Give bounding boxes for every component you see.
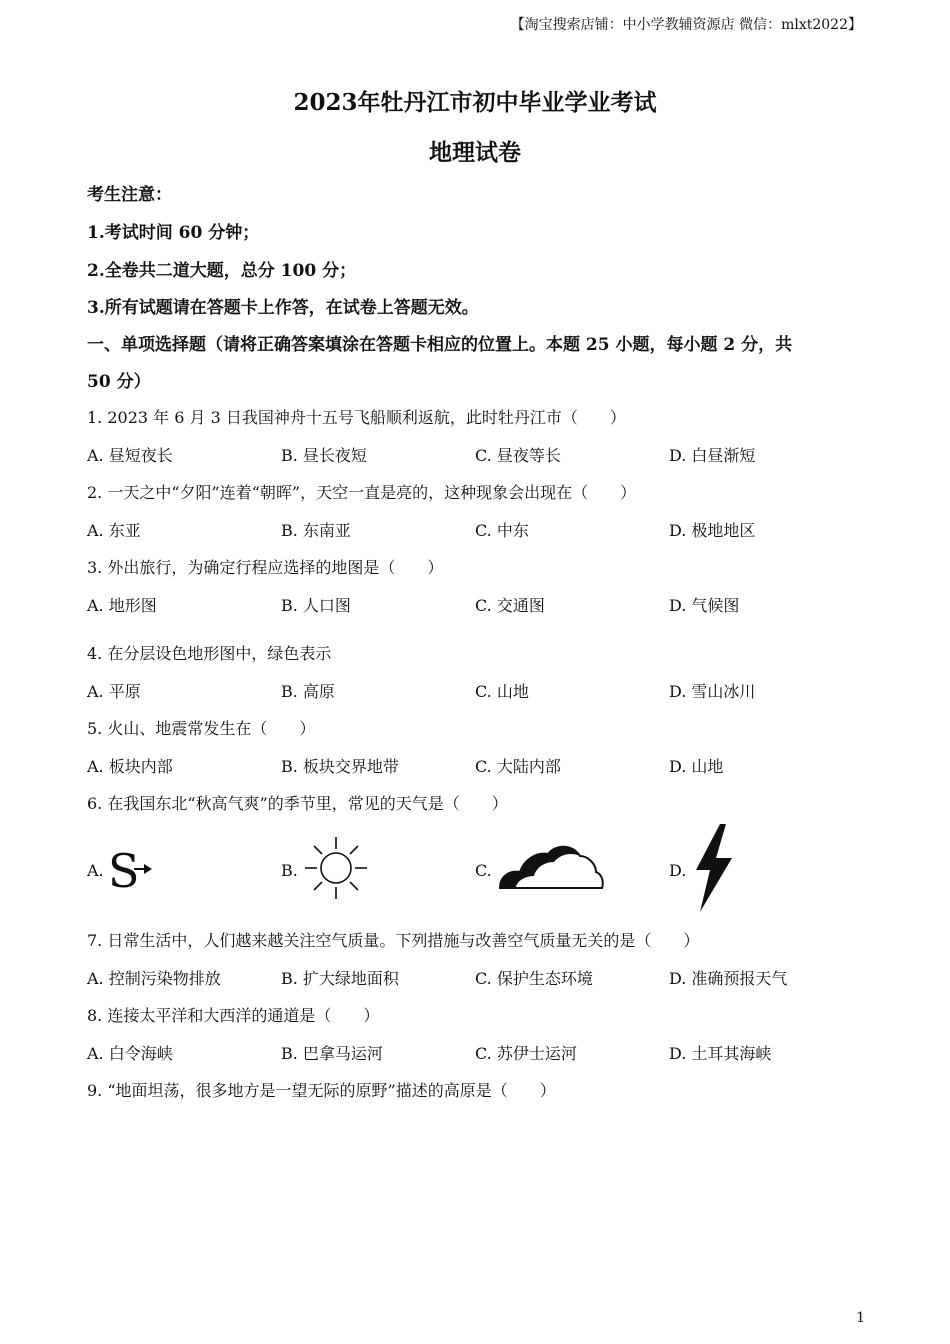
option-b: B. 巴拿马运河 bbox=[281, 1044, 383, 1063]
option-b: B. 东南亚 bbox=[281, 521, 351, 540]
option-d: D. 白昼渐短 bbox=[669, 446, 756, 465]
notice-item: 1.考试时间 60 分钟； bbox=[87, 223, 260, 243]
option-c: C. 交通图 bbox=[475, 596, 545, 615]
option-c: C. 昼夜等长 bbox=[475, 446, 561, 465]
option-d: D. 准确预报天气 bbox=[669, 969, 788, 988]
cloudy-icon bbox=[496, 840, 608, 898]
option-d: D. 山地 bbox=[669, 757, 724, 776]
question-stem: 3. 外出旅行，为确定行程应选择的地图是（ ） bbox=[87, 558, 444, 577]
option-a: A. 白令海峡 bbox=[87, 1044, 173, 1063]
thunderstorm-icon bbox=[692, 822, 736, 918]
option-a: A. 板块内部 bbox=[87, 757, 173, 776]
notice-item: 2.全卷共二道大题，总分 100 分； bbox=[87, 261, 357, 281]
question-stem: 9. “地面坦荡，很多地方是一望无际的原野”描述的高原是（ ） bbox=[87, 1081, 556, 1100]
option-c: C. 山地 bbox=[475, 682, 529, 701]
section-heading-cont: 50 分） bbox=[87, 372, 151, 392]
page-subtitle: 地理试卷 bbox=[429, 139, 521, 166]
option-b: B. 板块交界地带 bbox=[281, 757, 399, 776]
svg-text:S: S bbox=[108, 845, 140, 893]
option-a: A. 东亚 bbox=[87, 521, 141, 540]
option-b: B. bbox=[281, 861, 298, 880]
question-stem: 5. 火山、地震常发生在（ ） bbox=[87, 719, 316, 738]
header-note: 【淘宝搜索店铺：中小学教辅资源店 微信：mlxt2022】 bbox=[510, 17, 862, 33]
section-heading: 一、单项选择题（请将正确答案填涂在答题卡相应的位置上。本题 25 小题，每小题 2 分，共 bbox=[87, 335, 793, 355]
option-b: B. 昼长夜短 bbox=[281, 446, 367, 465]
option-a: A. bbox=[87, 861, 104, 880]
page-number: 1 bbox=[856, 1310, 865, 1326]
option-d: D. 极地地区 bbox=[669, 521, 756, 540]
option-a: A. 控制污染物排放 bbox=[87, 969, 221, 988]
option-a: A. 昼短夜长 bbox=[87, 446, 173, 465]
option-c: C. 苏伊士运河 bbox=[475, 1044, 577, 1063]
question-stem: 6. 在我国东北“秋高气爽”的季节里，常见的天气是（ ） bbox=[87, 794, 508, 813]
option-a: A. 地形图 bbox=[87, 596, 157, 615]
question-stem: 1. 2023 年 6 月 3 日我国神舟十五号飞船顺利返航，此时牡丹江市（ ） bbox=[87, 408, 626, 427]
notice-heading: 考生注意： bbox=[87, 185, 172, 205]
option-c: C. 保护生态环境 bbox=[475, 969, 593, 988]
option-c: C. 大陆内部 bbox=[475, 757, 561, 776]
question-stem: 4. 在分层设色地形图中，绿色表示 bbox=[87, 644, 332, 663]
option-c: C. 中东 bbox=[475, 521, 529, 540]
option-c: C. bbox=[475, 861, 492, 880]
option-d: D. 土耳其海峡 bbox=[669, 1044, 772, 1063]
question-stem: 8. 连接太平洋和大西洋的通道是（ ） bbox=[87, 1006, 380, 1025]
option-d: D. bbox=[669, 861, 687, 880]
sandstorm-icon bbox=[106, 845, 154, 897]
sunny-icon bbox=[303, 835, 369, 905]
option-b: B. 扩大绿地面积 bbox=[281, 969, 399, 988]
question-stem: 2. 一天之中“夕阳”连着“朝晖”，天空一直是亮的，这种现象会出现在（ ） bbox=[87, 483, 637, 502]
option-b: B. 人口图 bbox=[281, 596, 351, 615]
page-title: 2023年牡丹江市初中毕业学业考试 bbox=[293, 89, 657, 116]
option-a: A. 平原 bbox=[87, 682, 141, 701]
option-d: D. 雪山冰川 bbox=[669, 682, 756, 701]
notice-item: 3.所有试题请在答题卡上作答，在试卷上答题无效。 bbox=[87, 298, 479, 318]
question-stem: 7. 日常生活中，人们越来越关注空气质量。下列措施与改善空气质量无关的是（ ） bbox=[87, 931, 700, 950]
option-d: D. 气候图 bbox=[669, 596, 740, 615]
option-b: B. 高原 bbox=[281, 682, 335, 701]
